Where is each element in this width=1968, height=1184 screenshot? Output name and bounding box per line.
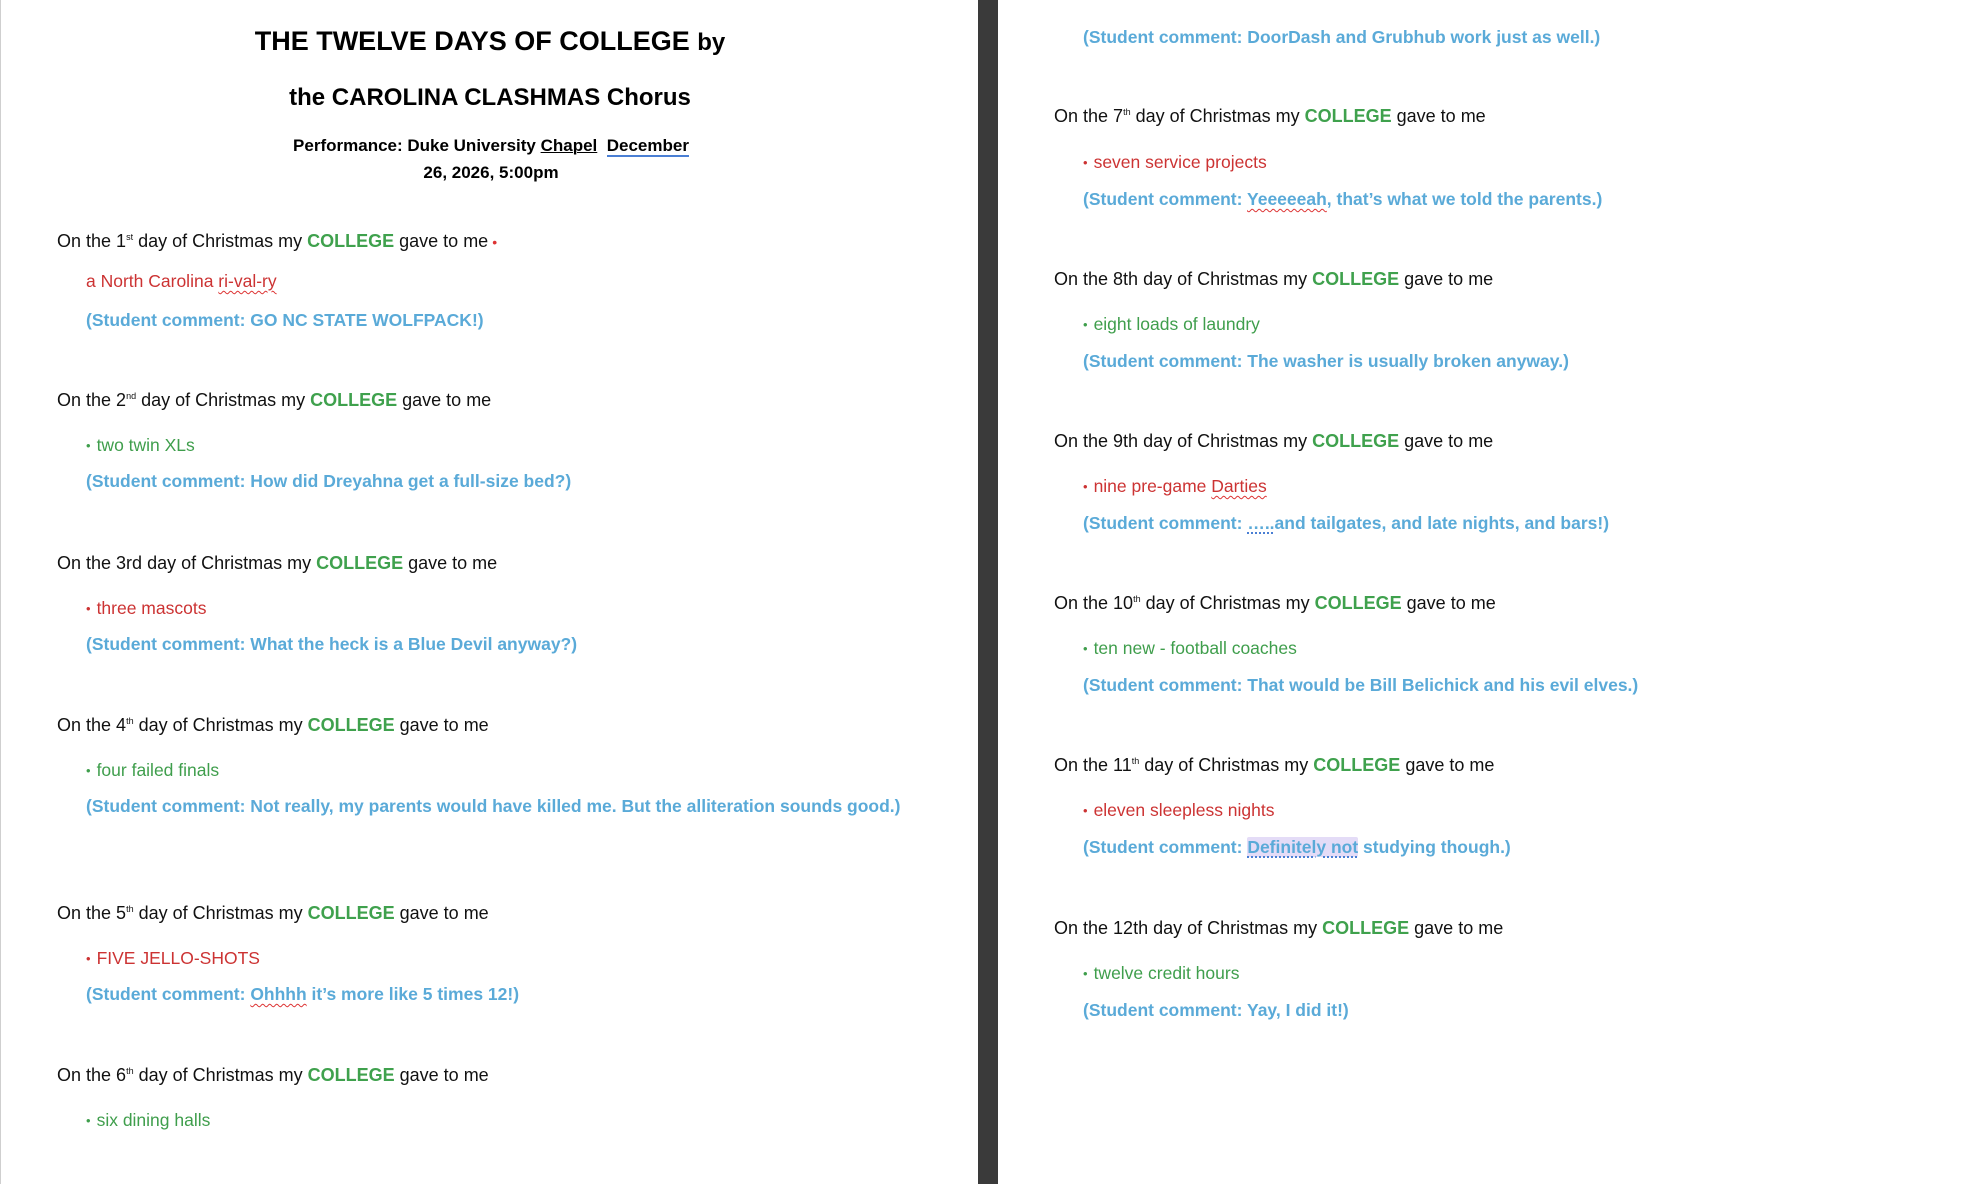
title-by: by [697,29,726,56]
student-comment-day-9 [1083,509,1609,537]
bullet-icon: • [1083,479,1088,494]
day-ordinal: th [126,904,134,914]
spellcheck-word: ri-val-ry [218,271,277,291]
verse-day-of-christmas: day of Christmas my [1139,755,1314,775]
college-word: COLLEGE [316,553,404,573]
college-word: COLLEGE [307,903,395,923]
document-subtitle: the CAROLINA CLASHMAS Chorus [289,84,691,111]
day-number: 8th [1113,269,1139,289]
comment-text: and tailgates, and late nights, and bars!) [1274,513,1610,533]
gift-day-11 [1083,800,1275,821]
verse-day-of-christmas: day of Christmas my [1130,106,1305,126]
page-gutter [978,0,998,1184]
day-ordinal: th [126,1066,134,1076]
gift-text: eight loads of laundry [1093,314,1260,334]
comment-text: it’s more like 5 times 12!) [306,984,520,1004]
performance-december: December [606,136,689,155]
bullet-icon: • [86,1113,91,1128]
performance-prefix: Performance: Duke University [293,136,541,155]
day-number: 7 [1113,106,1124,126]
comment-text: (Student comment: [1083,513,1248,533]
verse-on-the: On the [1054,269,1114,289]
verse-gave-to-me: gave to me [394,903,489,923]
verse-line-day-6 [57,1065,489,1086]
comment-text: (Student comment: [1083,189,1247,209]
student-comment-day-1: (Student comment: GO NC STATE WOLFPACK!) [86,310,484,330]
comment-text: (Student comment: [1083,837,1248,857]
verse-line-day-5 [57,903,489,924]
bullet-icon: • [492,234,498,250]
gift-day-2 [86,435,195,456]
gift-day-12 [1083,963,1239,984]
day-ordinal: nd [126,391,137,401]
verse-line-day-3 [57,553,497,574]
bullet-icon: • [86,763,91,778]
gift-day-4 [86,760,219,781]
gift-text: four failed finals [96,760,220,780]
student-comment-day-10: (Student comment: That would be Bill Belichick and his evil elves.) [1083,675,1639,695]
performance-info [241,132,741,186]
bullet-icon: • [1083,803,1088,818]
college-word: COLLEGE [1313,755,1401,775]
gift-text: nine pre-game [1093,476,1212,496]
bullet-icon: • [1083,317,1088,332]
gift-text: six dining halls [96,1110,211,1130]
verse-day-of-christmas: day of Christmas my [133,715,308,735]
student-comment-day-2: (Student comment: How did Dreyahna get a full-size bed?) [86,471,572,491]
bullet-icon: • [86,601,91,616]
student-comment-day-3: (Student comment: What the heck is a Blue Devil anyway?) [86,634,578,654]
day-number: 10 [1113,593,1134,613]
verse-day-of-christmas: day of Christmas my [136,390,311,410]
gift-day-1 [86,271,277,292]
verse-on-the: On the [1054,918,1114,938]
gift-day-6 [86,1110,210,1131]
verse-on-the: On the [1054,755,1114,775]
verse-gave-to-me: gave to me [397,390,492,410]
gift-text: two twin XLs [96,435,195,455]
day-number: 4 [116,715,127,735]
day-number: 3rd [116,553,143,573]
college-word: COLLEGE [310,390,398,410]
day-number: 5 [116,903,127,923]
verse-day-of-christmas: day of Christmas my [1138,269,1313,289]
college-word: COLLEGE [1314,593,1402,613]
verse-gave-to-me: gave to me [1399,431,1494,451]
verse-on-the: On the [57,903,117,923]
day-ordinal: th [1123,107,1131,117]
title-text: THE TWELVE DAYS OF COLLEGE [254,26,690,56]
day-ordinal: th [1131,756,1140,766]
verse-line-day-11 [1054,755,1494,776]
comment-text: , that’s what we told the parents.) [1326,189,1603,209]
verse-day-of-christmas: day of Christmas my [133,903,308,923]
student-comment-day-12: (Student comment: Yay, I did it!) [1083,1000,1349,1020]
verse-line-day-2 [57,390,491,411]
college-word: COLLEGE [307,1065,395,1085]
highlighted-text: Definitely not [1247,837,1359,857]
day-number: 1 [116,231,127,251]
day-number: 2 [116,390,127,410]
performance-chapel: Chapel [540,136,598,155]
document-page-right [998,0,1968,1184]
verse-on-the: On the [57,1065,117,1085]
student-comment-day-7 [1083,185,1602,213]
college-word: COLLEGE [1304,106,1392,126]
verse-on-the: On the [57,390,117,410]
student-comment-day-8: (Student comment: The washer is usually broken anyway.) [1083,351,1569,371]
bullet-icon: • [86,438,91,453]
bullet-icon: • [86,951,91,966]
verse-day-of-christmas: day of Christmas my [133,231,308,251]
college-word: COLLEGE [307,715,395,735]
gift-day-9 [1083,476,1267,497]
verse-day-of-christmas: day of Christmas my [1138,431,1313,451]
spellcheck-word: Yeeeeeah [1247,189,1327,209]
verse-line-day-7 [1054,106,1486,127]
verse-gave-to-me: gave to me [394,231,489,251]
verse-gave-to-me: gave to me [1399,269,1494,289]
document-title [1,26,979,57]
college-word: COLLEGE [1312,431,1400,451]
bullet-icon: • [1083,966,1088,981]
verse-day-of-christmas: day of Christmas my [142,553,317,573]
gift-text: ten new - football coaches [1093,638,1297,658]
verse-line-day-1 [57,231,497,252]
verse-gave-to-me: gave to me [403,553,498,573]
verse-gave-to-me: gave to me [394,1065,489,1085]
verse-on-the: On the [57,553,117,573]
verse-day-of-christmas: day of Christmas my [1140,593,1315,613]
verse-on-the: On the [57,715,117,735]
gift-text: three mascots [96,598,207,618]
gift-text: a North Carolina [86,271,219,291]
spellcheck-word: Ohhhh [250,984,307,1004]
verse-gave-to-me: gave to me [1391,106,1486,126]
student-comment-day-5 [86,980,519,1008]
verse-gave-to-me: gave to me [394,715,489,735]
grammar-check-mark: ….. [1247,513,1275,533]
verse-gave-to-me: gave to me [1401,593,1496,613]
day-ordinal: th [1133,594,1141,604]
day-ordinal: st [126,232,134,242]
bullet-icon: • [1083,641,1088,656]
gift-text: seven service projects [1093,152,1267,172]
gift-text: twelve credit hours [1093,963,1240,983]
verse-line-day-8 [1054,269,1493,290]
comment-text: studying though.) [1358,837,1511,857]
verse-on-the: On the [1054,431,1114,451]
verse-line-day-9 [1054,431,1493,452]
verse-line-day-10 [1054,593,1496,614]
performance-date: 26, 2026, 5:00pm [423,163,559,182]
gift-text: eleven sleepless nights [1093,800,1275,820]
gift-text: FIVE JELLO-SHOTS [96,948,260,968]
document-page-left [0,0,979,1184]
day-ordinal: th [126,716,134,726]
verse-line-day-12 [1054,918,1503,939]
student-comment-day-11 [1083,833,1511,861]
gift-day-3 [86,598,206,619]
college-word: COLLEGE [1322,918,1410,938]
verse-on-the: On the [1054,593,1114,613]
student-comment-day-4: (Student comment: Not really, my parents would have killed me. But the alliteration sounds good.) [86,796,901,816]
gift-day-10 [1083,638,1297,659]
verse-on-the: On the [1054,106,1114,126]
day-number: 9th [1113,431,1139,451]
college-word: COLLEGE [1312,269,1400,289]
verse-day-of-christmas: day of Christmas my [133,1065,308,1085]
college-word: COLLEGE [307,231,395,251]
day-number: 12th [1113,918,1149,938]
verse-day-of-christmas: day of Christmas my [1148,918,1323,938]
verse-line-day-4 [57,715,489,736]
spellcheck-word: Darties [1211,476,1267,496]
gift-day-7 [1083,152,1267,173]
verse-gave-to-me: gave to me [1409,918,1504,938]
student-comment-day-6: (Student comment: DoorDash and Grubhub work just as well.) [1083,27,1601,47]
comment-text: (Student comment: [86,984,251,1004]
gift-day-5 [86,948,260,969]
verse-on-the: On the [57,231,117,251]
gift-day-8 [1083,314,1260,335]
bullet-icon: • [1083,155,1088,170]
verse-gave-to-me: gave to me [1400,755,1495,775]
day-number: 11 [1113,755,1132,775]
day-number: 6 [116,1065,127,1085]
